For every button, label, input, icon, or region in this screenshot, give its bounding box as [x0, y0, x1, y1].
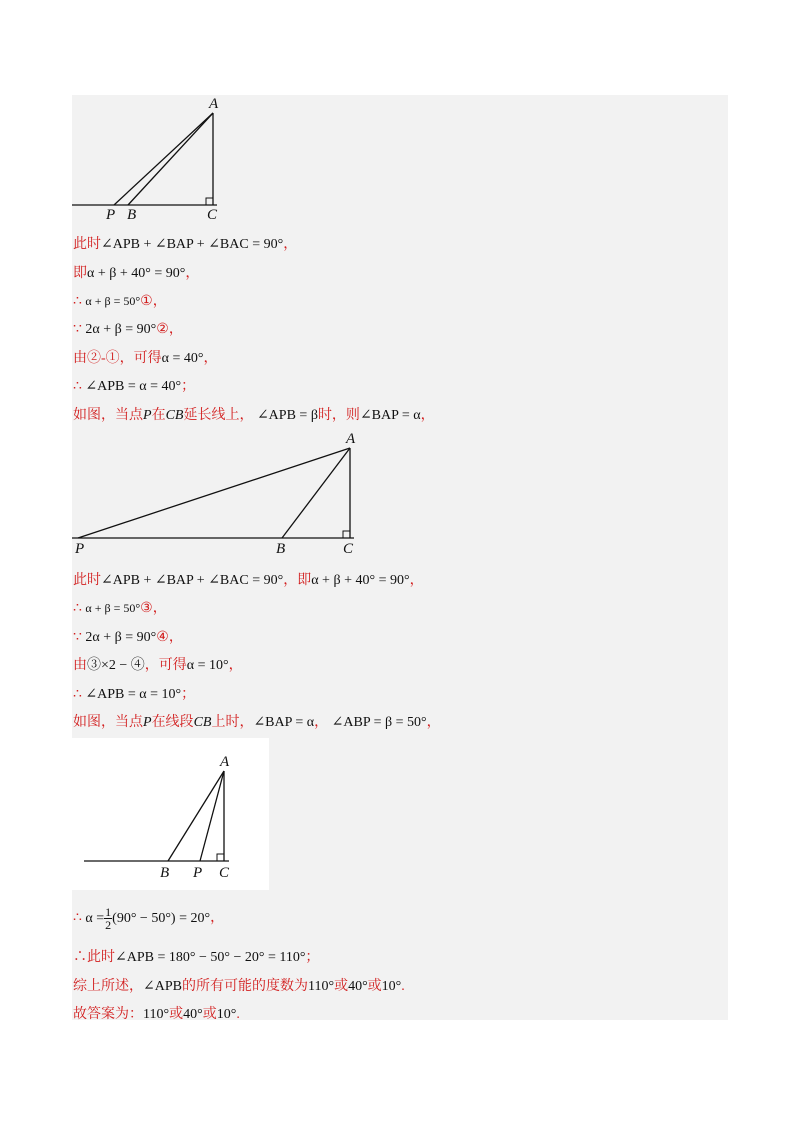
figure-1-triangle [72, 95, 272, 225]
fig1-label-B: B [127, 207, 137, 223]
figure-3-triangle [72, 738, 269, 890]
fig3-label-C: C [219, 865, 230, 881]
fig2-label-B: B [276, 541, 286, 557]
fig3-segment-AP [200, 771, 224, 861]
solution-line-8: 此时∠APB + ∠BAP + ∠BAC = 90°，即α + β + 40° = 90°， [73, 573, 424, 588]
solution-line-4: ∵ 2α + β = 90°②， [73, 322, 183, 337]
solution-line-16: 综上所述，∠APB的所有可能的度数为110°或40°或10°. [73, 979, 405, 994]
solution-line-13: 如图，当点P在线段CB上时，∠BAP = α， ∠ABP = β = 50°， [73, 715, 441, 730]
fig2-right-angle-mark [343, 531, 350, 538]
solution-line-6: ∴ ∠APB = α = 40°； [73, 379, 196, 394]
fraction-one-half: $\frac{1}{2}$ [105, 905, 112, 932]
fig3-label-A: A [220, 754, 230, 770]
fig3-label-B: B [160, 865, 170, 881]
solution-line-2: 即α + β + 40° = 90°， [73, 266, 200, 281]
solution-line-1: 此时∠APB + ∠BAP + ∠BAC = 90°， [73, 237, 298, 252]
fig3-segment-AB [168, 771, 224, 861]
solution-line-15: ∴此时∠APB = 180° − 50° − 20° = 110°； [73, 950, 320, 965]
solution-line-11: 由③×2 − ④，可得α = 10°， [73, 658, 243, 673]
solution-line-10: ∵ 2α + β = 90°④， [73, 630, 183, 645]
figure-2-triangle [72, 428, 372, 560]
solution-line-5: 由②-①，可得α = 40°， [73, 351, 218, 366]
fig3-label-P: P [193, 865, 203, 881]
fig1-segment-AP [114, 113, 213, 205]
solution-line-3: ∴ α + β = 50°①， [73, 294, 167, 309]
fig1-label-A: A [209, 96, 219, 112]
solution-line-9: ∴ α + β = 50°③， [73, 601, 167, 616]
fig2-segment-AP [78, 448, 350, 538]
solution-line-12: ∴ ∠APB = α = 10°； [73, 687, 196, 702]
solution-line-7: 如图，当点P在CB延长线上， ∠APB = β时，则∠BAP = α， [73, 408, 435, 423]
fig2-label-C: C [343, 541, 354, 557]
solution-line-14: ∴ α = $\frac{1}{2}$ (90° − 50°) = 20°， [73, 905, 225, 932]
fig2-label-P: P [75, 541, 85, 557]
fig2-label-A: A [346, 431, 356, 447]
fig1-segment-AB [128, 113, 213, 205]
fig3-right-angle-mark [217, 854, 224, 861]
fig1-label-P: P [106, 207, 116, 223]
fig1-label-C: C [207, 207, 218, 223]
fig1-right-angle-mark [206, 198, 213, 205]
fig2-segment-AB [282, 448, 350, 538]
solution-line-17: 故答案为：110°或40°或10°. [73, 1007, 240, 1022]
